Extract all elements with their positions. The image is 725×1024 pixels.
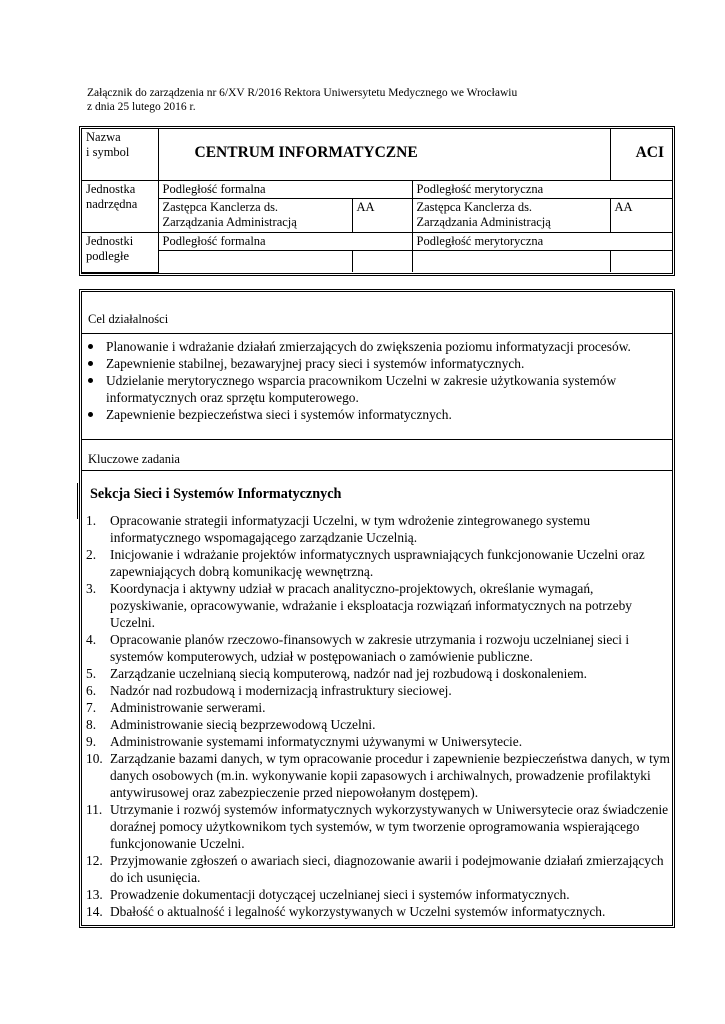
margin-mark [77, 483, 78, 519]
bullet-icon [88, 378, 93, 383]
goal-text: Planowanie i wdrażanie działań zmierzających do zwiększenia poziomu informatyzacji procesów. [106, 339, 631, 354]
task-number: 3. [86, 581, 97, 596]
tasks-label: Kluczowe zadania [88, 452, 180, 466]
formal-superior-code: AA [352, 198, 412, 232]
task-item [82, 631, 672, 665]
task-item [82, 750, 672, 801]
task-number: 6. [86, 683, 97, 698]
task-text: Opracowanie planów rzeczowo-finansowych w zakresie utrzymania i rozwoju uczelnianej sieci i systemów komputerowych, udział w postępowaniach o zamówienie publiczne. [110, 632, 630, 664]
subordinate-substantive-name [412, 250, 610, 272]
main-content-box [79, 289, 675, 928]
subordinate-label-cell [82, 232, 158, 272]
name-label-line-2: i symbol [86, 145, 130, 159]
task-text: Administrowanie systemami informatycznymi używanymi w Uniwersytecie. [110, 734, 523, 749]
task-item [82, 580, 672, 631]
subordinate-substantive-header: Podległość merytoryczna [412, 232, 672, 250]
goal-item [82, 406, 672, 423]
task-text: Zarządzanie bazami danych, w tym opracowanie procedur i zapewnienie bezpieczeństwa danych, w tym danych osobowych (m.in. wykonywanie kopii zapasowych i archiwalnych, prowadzenie profilaktyki antywirusowej oraz zabezpieczenie przed niepowołanym dostępem). [110, 751, 670, 800]
task-item [82, 716, 672, 733]
task-text: Administrowanie siecią bezprzewodową Uczelni. [110, 717, 376, 732]
bullet-icon [88, 412, 93, 417]
substantive-superior-name-line-1: Zastępca Kanclerza ds. [416, 199, 533, 214]
task-number: 4. [86, 632, 97, 647]
task-item [82, 886, 672, 903]
task-text: Dbałość o aktualność i legalność wykorzystywanych w Uczelni systemów informatycznych. [110, 904, 606, 919]
section-heading: Sekcja Sieci i Systemów Informatycznych [90, 486, 342, 502]
task-text: Inicjowanie i wdrażanie projektów informatycznych usprawniających funkcjonowanie Uczelni oraz zapewniających dobrą komunikację wewnętrzną. [110, 547, 645, 579]
task-text: Utrzymanie i rozwój systemów informatycznych wykorzystywanych w Uniwersytecie oraz świadczenie doraźnej pomocy użytkownikom tych systemów, w tym tworzenie oprogramowania wspierającego funkcjonowanie Uczelni. [110, 802, 669, 851]
task-number: 10. [86, 751, 103, 766]
goal-item [82, 355, 672, 372]
task-text: Prowadzenie dokumentacji dotyczącej uczelnianej sieci i systemów informatycznych. [110, 887, 570, 902]
task-text: Nadzór nad rozbudową i modernizacją infrastruktury sieciowej. [110, 683, 452, 698]
subordinate-formal-code [352, 250, 412, 272]
task-item [82, 801, 672, 852]
substantive-superior-code: AA [610, 198, 672, 232]
task-item [82, 665, 672, 682]
subordinate-formal-header: Podległość formalna [158, 232, 412, 250]
task-text: Przyjmowanie zgłoszeń o awariach sieci, diagnozowanie awarii i podejmowanie działań zmierzających do ich usunięcia. [110, 853, 664, 885]
goal-item [82, 372, 672, 406]
task-text: Administrowanie serwerami. [110, 700, 266, 715]
task-item [82, 699, 672, 716]
task-text: Opracowanie strategii informatyzacji Uczelni, w tym wdrożenie zintegrowanego systemu informatycznego wspomagającego zarządzanie Uczelnią. [110, 513, 591, 545]
unit-name: CENTRUM INFORMATYCZNE [158, 129, 610, 180]
identity-table [79, 126, 675, 276]
subordinate-label-line-2: podległe [86, 248, 130, 263]
task-item [82, 852, 672, 886]
task-item [82, 546, 672, 580]
attachment-note-line-1: Załącznik do zarządzenia nr 6/XV R/2016 Rektora Uniwersytetu Medycznego we Wrocławiu [87, 87, 518, 99]
task-number: 5. [86, 666, 97, 681]
superior-label-line-1: Jednostka [86, 181, 136, 196]
task-item [82, 682, 672, 699]
formal-superior-name-line-1: Zastępca Kanclerza ds. [162, 199, 279, 214]
task-number: 9. [86, 734, 97, 749]
substantive-superior-name-line-2: Zarządzania Administracją [416, 214, 551, 229]
goal-text: Zapewnienie bezpieczeństwa sieci i systemów informatycznych. [106, 407, 452, 422]
goals-divider [82, 333, 672, 334]
goal-item [82, 338, 672, 355]
task-number: 12. [86, 853, 103, 868]
unit-symbol: ACI [610, 129, 672, 180]
task-number: 2. [86, 547, 97, 562]
superior-label-cell [82, 180, 158, 232]
task-number: 1. [86, 513, 97, 528]
goals-list [82, 338, 672, 423]
subordinate-label-line-1: Jednostki [86, 233, 134, 248]
task-item [82, 733, 672, 750]
name-label-line-1: Nazwa [86, 130, 121, 144]
subordinate-formal-name [158, 250, 352, 272]
substantive-header: Podległość merytoryczna [412, 180, 672, 198]
goals-label: Cel działalności [88, 312, 169, 326]
task-number: 11. [86, 802, 103, 817]
goal-text: Udzielanie merytorycznego wsparcia pracownikom Uczelni w zakresie użytkowania systemów informatycznych oraz sprzętu komputerowego. [106, 373, 617, 405]
superior-label-line-2: nadrzędna [86, 196, 138, 211]
task-number: 7. [86, 700, 97, 715]
task-number: 14. [86, 904, 103, 919]
substantive-superior-name [412, 198, 610, 232]
task-text: Zarządzanie uczelnianą siecią komputerową, nadzór nad jej rozbudową i doskonaleniem. [110, 666, 588, 681]
bullet-icon [88, 361, 93, 366]
task-text: Koordynacja i aktywny udział w pracach analityczno-projektowych, określanie wymagań, pozyskiwanie, opracowywanie, wdrażanie i eksploatacja rozwiązań informatycznych na potrzeby Uczelni. [110, 581, 633, 630]
attachment-note [87, 86, 517, 114]
task-number: 13. [86, 887, 103, 902]
bullet-icon [88, 344, 93, 349]
tasks-list [82, 512, 672, 920]
task-item [82, 512, 672, 546]
name-label-cell [82, 129, 158, 180]
formal-superior-name [158, 198, 352, 232]
formal-superior-name-line-2: Zarządzania Administracją [162, 214, 297, 229]
task-item [82, 903, 672, 920]
formal-header: Podległość formalna [158, 180, 412, 198]
attachment-note-line-2: z dnia 25 lutego 2016 r. [87, 101, 196, 113]
task-number: 8. [86, 717, 97, 732]
goal-text: Zapewnienie stabilnej, bezawaryjnej pracy sieci i systemów informatycznych. [106, 356, 525, 371]
subordinate-substantive-code [610, 250, 672, 272]
